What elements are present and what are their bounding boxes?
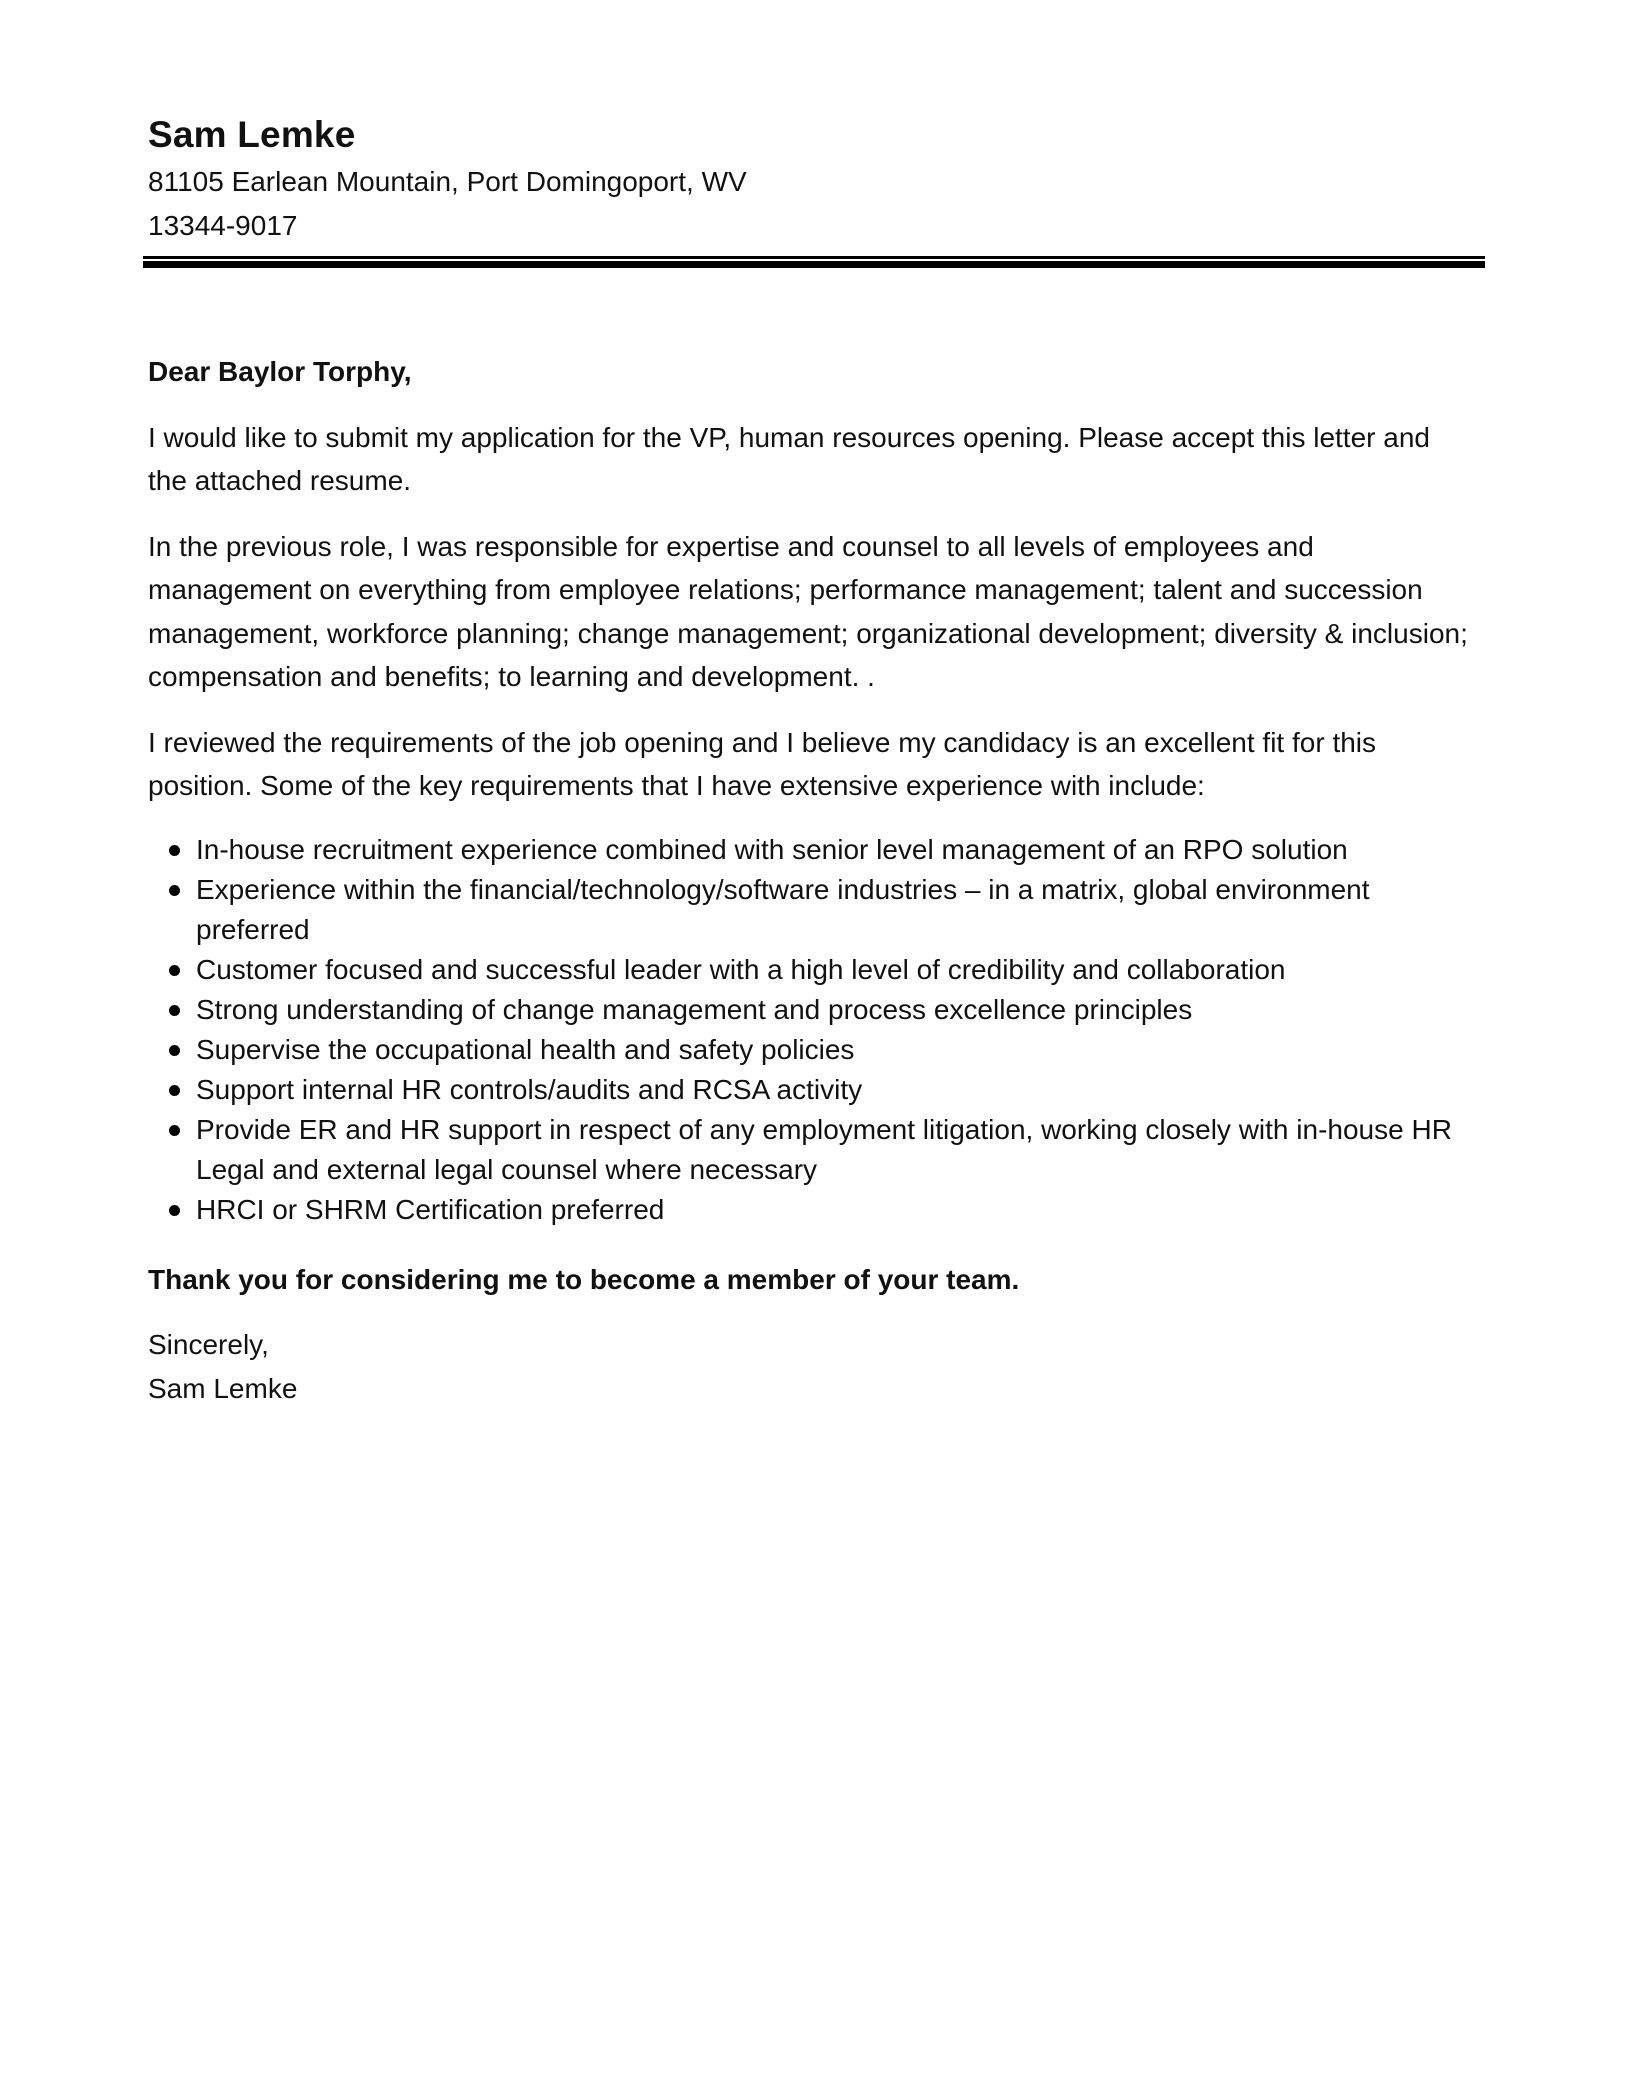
list-item (148, 1110, 1468, 1190)
signoff: Sincerely, (148, 1329, 269, 1360)
header-divider-thick-line (143, 261, 1485, 268)
paragraph-requirements-intro: I reviewed the requirements of the job opening and I believe my candidacy is an excellent fit for this position. Some of the key requirements that I have extensive experience with include: (148, 726, 1377, 801)
bullet-icon (169, 1085, 180, 1096)
bullet-icon (169, 885, 180, 896)
list-item-text: Provide ER and HR support in respect of any employment litigation, working closely with in-house HR Legal and external legal counsel where necessary (196, 1113, 1452, 1185)
list-item (148, 1070, 1468, 1110)
list-item-text: Supervise the occupational health and safety policies (196, 1033, 855, 1065)
sender-address-line-1: 81105 Earlean Mountain, Port Domingoport, WV (148, 166, 747, 197)
sender-name: Sam Lemke (148, 114, 356, 155)
list-item-text: Customer focused and successful leader with a high level of credibility and collaboration (196, 953, 1286, 985)
bullet-icon (169, 1005, 180, 1016)
list-item (148, 950, 1468, 990)
list-item-text: In-house recruitment experience combined with senior level management of an RPO solution (196, 833, 1348, 865)
bullet-icon (169, 1125, 180, 1136)
letter-body (148, 350, 1468, 1410)
bullet-icon (169, 965, 180, 976)
list-item-text: Experience within the financial/technology/software industries – in a matrix, global environment preferred (196, 873, 1370, 945)
list-item-text: HRCI or SHRM Certification preferred (196, 1193, 665, 1225)
bullet-icon (169, 1045, 180, 1056)
closing-line: Thank you for considering me to become a member of your team. (148, 1263, 1020, 1295)
list-item (148, 830, 1468, 870)
salutation: Dear Baylor Torphy, (148, 356, 412, 387)
list-item (148, 870, 1468, 950)
paragraph-intro: I would like to submit my application for the VP, human resources opening. Please accept this letter and the attached resume. (148, 421, 1430, 496)
paragraph-previous-role: In the previous role, I was responsible for expertise and counsel to all levels of employees and management on everything from employee relations; performance management; talent and succession management, workforce planning; change management; organizational development; diversity & inclusion; compensation and benefits; to learning and development. . (148, 530, 1468, 692)
requirements-list (148, 830, 1468, 1230)
signature-name: Sam Lemke (148, 1372, 298, 1404)
list-item-text: Strong understanding of change management and process excellence principles (196, 993, 1193, 1025)
bullet-icon (169, 845, 180, 856)
list-item (148, 1030, 1468, 1070)
letter-header (148, 110, 1488, 248)
header-divider-thin-line (143, 256, 1485, 259)
bullet-icon (169, 1205, 180, 1216)
list-item (148, 990, 1468, 1030)
header-divider (143, 256, 1485, 266)
sender-address-line-2: 13344-9017 (148, 210, 298, 241)
list-item (148, 1190, 1468, 1230)
list-item-text: Support internal HR controls/audits and RCSA activity (196, 1073, 863, 1105)
